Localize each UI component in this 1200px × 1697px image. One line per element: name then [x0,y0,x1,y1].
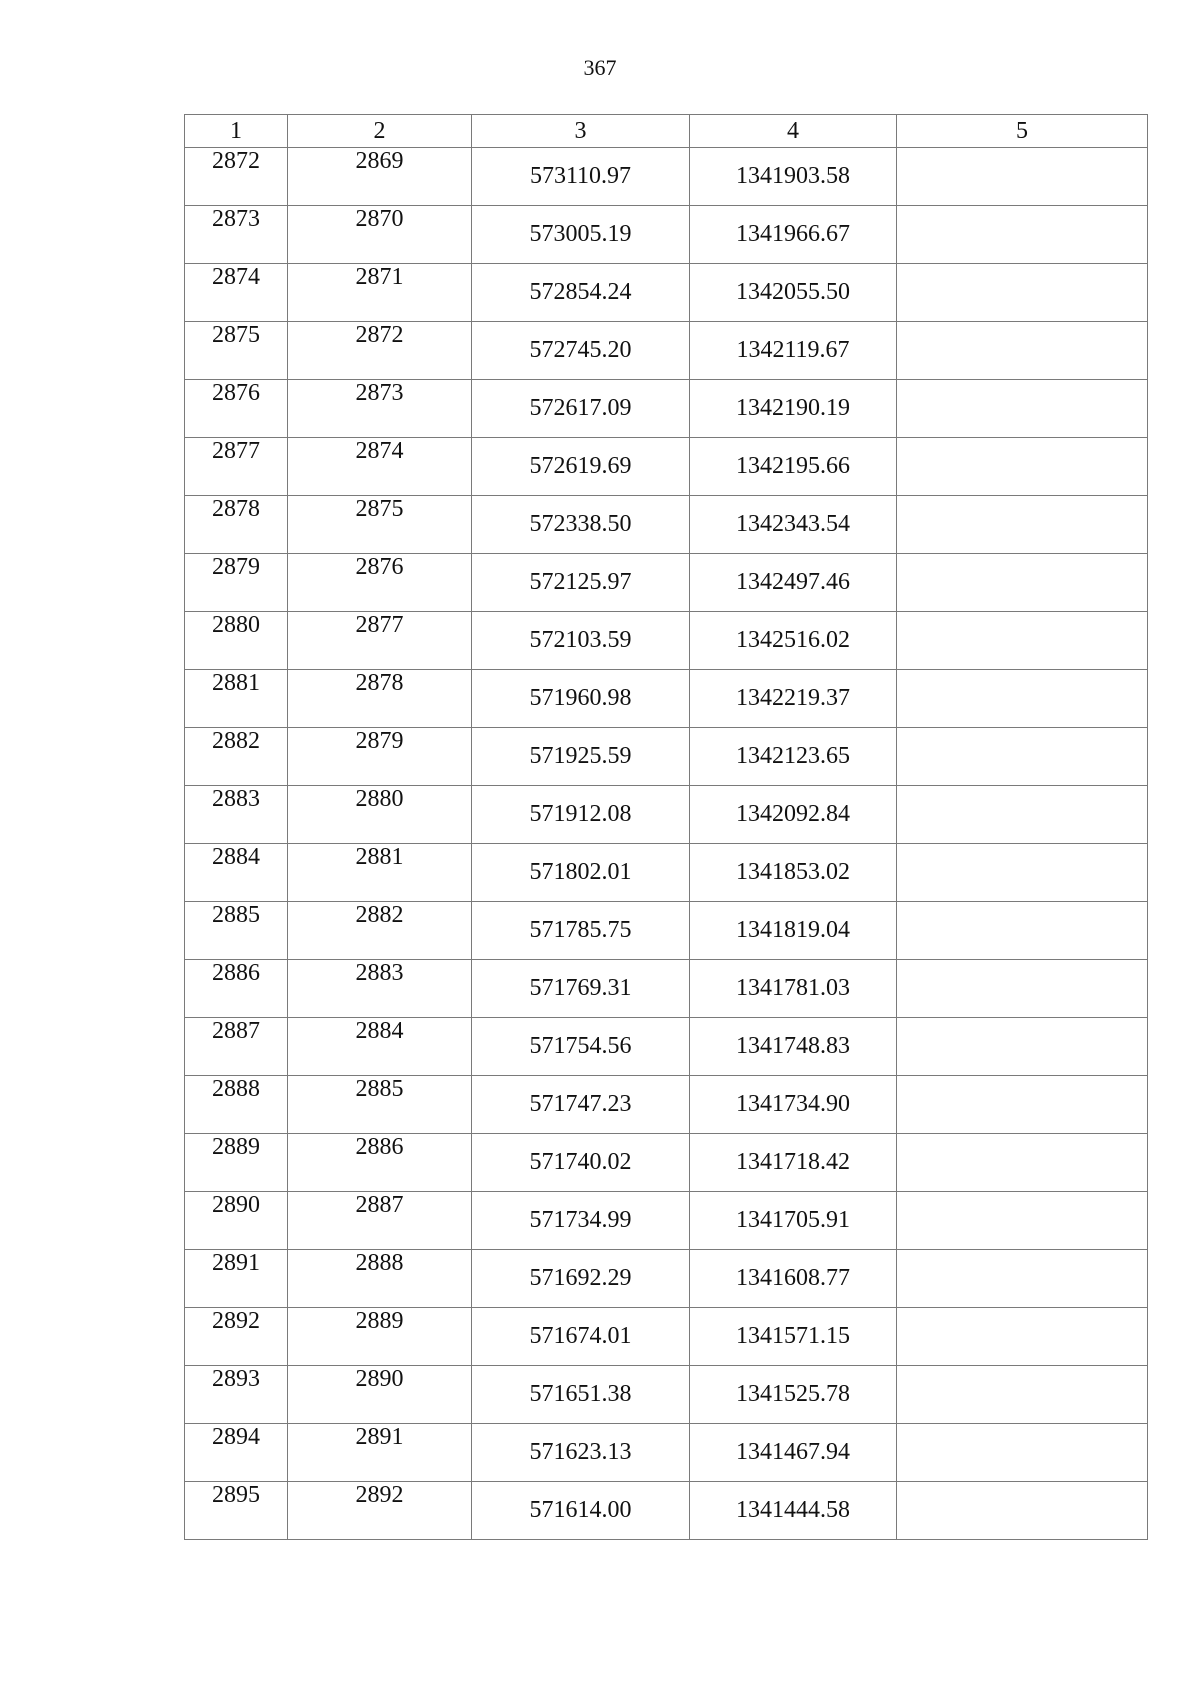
table-cell-col-4: 1342516.02 [690,612,897,670]
table-cell-col-1: 2882 [185,728,288,786]
table-cell-col-4: 1341748.83 [690,1018,897,1076]
table-cell-col-5 [897,1424,1148,1482]
table-row [185,670,1148,728]
table-cell-col-1: 2880 [185,612,288,670]
table-row [185,902,1148,960]
table-cell-col-4: 1342119.67 [690,322,897,380]
table-row [185,960,1148,1018]
table-cell-col-3: 572103.59 [472,612,690,670]
table-cell-col-3: 571912.08 [472,786,690,844]
table-cell-col-2: 2879 [288,728,472,786]
table-cell-col-2: 2875 [288,496,472,554]
table-cell-col-5 [897,148,1148,206]
table-row [185,612,1148,670]
table-cell-col-1: 2892 [185,1308,288,1366]
coordinates-table [184,114,1148,1540]
table-row [185,496,1148,554]
table-cell-col-1: 2873 [185,206,288,264]
table-cell-col-4: 1341853.02 [690,844,897,902]
table-cell-col-4: 1342092.84 [690,786,897,844]
table-cell-col-4: 1341734.90 [690,1076,897,1134]
table-row [185,786,1148,844]
table-cell-col-4: 1341819.04 [690,902,897,960]
table-cell-col-4: 1341705.91 [690,1192,897,1250]
table-row [185,1366,1148,1424]
table-cell-col-4: 1342219.37 [690,670,897,728]
table-row [185,438,1148,496]
table-cell-col-3: 571692.29 [472,1250,690,1308]
table-header-row [185,115,1148,148]
table-cell-col-3: 571651.38 [472,1366,690,1424]
table-cell-col-5 [897,206,1148,264]
table-cell-col-2: 2880 [288,786,472,844]
table-cell-col-2: 2873 [288,380,472,438]
table-cell-col-1: 2874 [185,264,288,322]
table-cell-col-5 [897,960,1148,1018]
table-cell-col-2: 2883 [288,960,472,1018]
table-cell-col-1: 2884 [185,844,288,902]
table-cell-col-1: 2886 [185,960,288,1018]
table-cell-col-2: 2891 [288,1424,472,1482]
table-cell-col-5 [897,670,1148,728]
table-cell-col-1: 2888 [185,1076,288,1134]
table-cell-col-5 [897,1482,1148,1540]
table-cell-col-5 [897,1018,1148,1076]
table-cell-col-5 [897,844,1148,902]
table-cell-col-2: 2874 [288,438,472,496]
table-cell-col-5 [897,728,1148,786]
table-cell-col-5 [897,554,1148,612]
table-row [185,554,1148,612]
table-cell-col-1: 2883 [185,786,288,844]
table-cell-col-5 [897,1076,1148,1134]
table-cell-col-4: 1341718.42 [690,1134,897,1192]
table-cell-col-5 [897,438,1148,496]
column-header-3: 3 [472,115,690,148]
table-cell-col-4: 1342343.54 [690,496,897,554]
table-cell-col-3: 571734.99 [472,1192,690,1250]
table-cell-col-4: 1341608.77 [690,1250,897,1308]
table-cell-col-5 [897,1308,1148,1366]
table-cell-col-1: 2891 [185,1250,288,1308]
table-cell-col-1: 2893 [185,1366,288,1424]
table-cell-col-3: 571754.56 [472,1018,690,1076]
table-cell-col-4: 1342497.46 [690,554,897,612]
table-cell-col-5 [897,612,1148,670]
column-header-4: 4 [690,115,897,148]
table-cell-col-5 [897,380,1148,438]
table-cell-col-5 [897,322,1148,380]
table-cell-col-3: 572338.50 [472,496,690,554]
table-cell-col-3: 571802.01 [472,844,690,902]
table-cell-col-1: 2895 [185,1482,288,1540]
table-cell-col-4: 1342055.50 [690,264,897,322]
table-cell-col-2: 2884 [288,1018,472,1076]
table-cell-col-1: 2881 [185,670,288,728]
table-cell-col-4: 1342123.65 [690,728,897,786]
table-cell-col-3: 571960.98 [472,670,690,728]
table-cell-col-2: 2892 [288,1482,472,1540]
table-cell-col-3: 571740.02 [472,1134,690,1192]
table-cell-col-2: 2871 [288,264,472,322]
table-cell-col-2: 2872 [288,322,472,380]
table-cell-col-4: 1341467.94 [690,1424,897,1482]
table-cell-col-3: 571623.13 [472,1424,690,1482]
table-cell-col-2: 2887 [288,1192,472,1250]
column-header-5: 5 [897,115,1148,148]
table-cell-col-1: 2889 [185,1134,288,1192]
table-body [185,148,1148,1540]
table-cell-col-2: 2870 [288,206,472,264]
table-cell-col-1: 2885 [185,902,288,960]
table-cell-col-3: 571614.00 [472,1482,690,1540]
table-cell-col-1: 2890 [185,1192,288,1250]
table-cell-col-2: 2886 [288,1134,472,1192]
table-row [185,148,1148,206]
table-row [185,728,1148,786]
column-header-1: 1 [185,115,288,148]
table-cell-col-5 [897,1192,1148,1250]
table-cell-col-3: 572854.24 [472,264,690,322]
table-cell-col-2: 2878 [288,670,472,728]
table-cell-col-3: 572619.69 [472,438,690,496]
table-cell-col-2: 2889 [288,1308,472,1366]
table-cell-col-3: 571769.31 [472,960,690,1018]
table-cell-col-3: 571674.01 [472,1308,690,1366]
table-row [185,1308,1148,1366]
table-cell-col-5 [897,1366,1148,1424]
table-cell-col-2: 2882 [288,902,472,960]
table-cell-col-1: 2894 [185,1424,288,1482]
table-cell-col-3: 572125.97 [472,554,690,612]
table-row [185,206,1148,264]
table-cell-col-5 [897,1250,1148,1308]
table-row [185,380,1148,438]
table-cell-col-4: 1341525.78 [690,1366,897,1424]
table-cell-col-1: 2879 [185,554,288,612]
table-cell-col-3: 573110.97 [472,148,690,206]
table-cell-col-2: 2876 [288,554,472,612]
table-cell-col-1: 2887 [185,1018,288,1076]
table-cell-col-5 [897,902,1148,960]
table-row [185,1076,1148,1134]
table-cell-col-2: 2877 [288,612,472,670]
table-cell-col-2: 2869 [288,148,472,206]
table-cell-col-2: 2885 [288,1076,472,1134]
table-cell-col-2: 2881 [288,844,472,902]
column-header-2: 2 [288,115,472,148]
table-cell-col-2: 2890 [288,1366,472,1424]
table-cell-col-1: 2877 [185,438,288,496]
table-row [185,322,1148,380]
table-cell-col-4: 1342195.66 [690,438,897,496]
table-cell-col-4: 1341966.67 [690,206,897,264]
table-cell-col-3: 571747.23 [472,1076,690,1134]
table-row [185,844,1148,902]
table-cell-col-5 [897,786,1148,844]
table-row [185,1482,1148,1540]
table-cell-col-1: 2872 [185,148,288,206]
table-cell-col-3: 572617.09 [472,380,690,438]
table-cell-col-1: 2875 [185,322,288,380]
table-row [185,1250,1148,1308]
table-cell-col-5 [897,264,1148,322]
table-cell-col-4: 1341903.58 [690,148,897,206]
table-cell-col-4: 1341781.03 [690,960,897,1018]
table-row [185,264,1148,322]
table-cell-col-4: 1341571.15 [690,1308,897,1366]
table-cell-col-5 [897,496,1148,554]
table-cell-col-1: 2876 [185,380,288,438]
table-cell-col-3: 571785.75 [472,902,690,960]
table-row [185,1424,1148,1482]
table-cell-col-1: 2878 [185,496,288,554]
table-cell-col-5 [897,1134,1148,1192]
table-cell-col-2: 2888 [288,1250,472,1308]
table-cell-col-4: 1342190.19 [690,380,897,438]
table-cell-col-4: 1341444.58 [690,1482,897,1540]
table-cell-col-3: 573005.19 [472,206,690,264]
table-row [185,1134,1148,1192]
table-row [185,1192,1148,1250]
table-row [185,1018,1148,1076]
page-number: 367 [583,55,617,80]
table-cell-col-3: 571925.59 [472,728,690,786]
table-cell-col-3: 572745.20 [472,322,690,380]
